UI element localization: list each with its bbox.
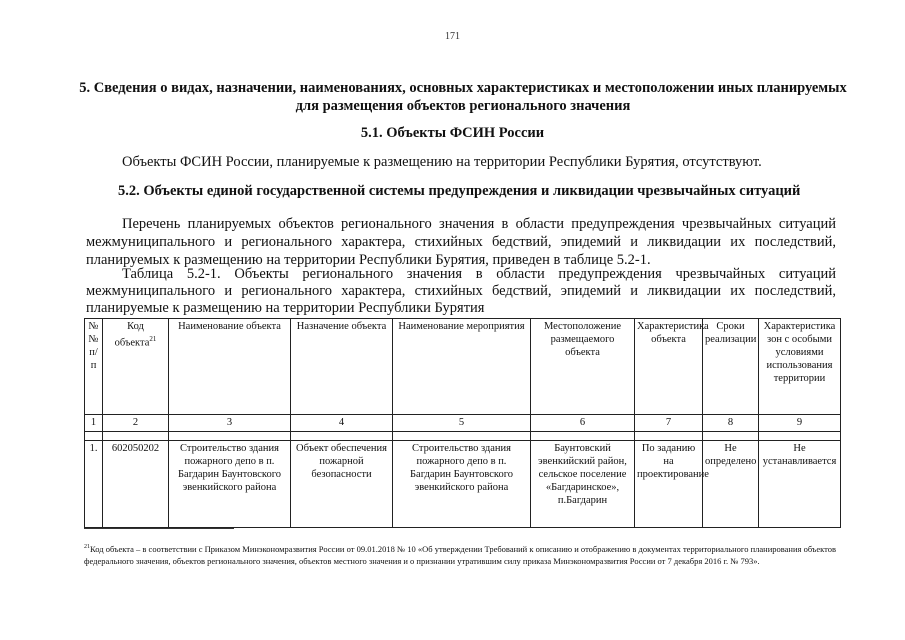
column-number: 6 bbox=[531, 415, 635, 432]
cell-location: Баунтовский эвенкийский район, сельское поселение «Багдаринское», п.Багдарин bbox=[531, 441, 635, 528]
objects-table bbox=[84, 318, 841, 528]
section-5-title: 5. Сведения о видах, назначении, наименованиях, основных характеристиках и местоположении иных планируемых для размещения объектов регионального значения bbox=[79, 80, 847, 114]
section-5-2-title: 5.2. Объекты единой государственной системы предупреждения и ликвидации чрезвычайных ситуаций bbox=[118, 183, 801, 199]
table-row bbox=[85, 441, 841, 528]
header-characteristic: Характеристика объекта bbox=[635, 319, 703, 415]
table-column-numbers-row bbox=[85, 415, 841, 432]
page-number: 171 bbox=[445, 31, 460, 42]
column-number: 1 bbox=[85, 415, 103, 432]
footnote-marker: 21 bbox=[84, 544, 90, 550]
cell-purpose: Объект обеспечения пожарной безопасности bbox=[291, 441, 393, 528]
header-terms: Сроки реализации bbox=[703, 319, 759, 415]
column-number: 2 bbox=[103, 415, 169, 432]
header-zones: Характеристика зон с особыми условиями использования территории bbox=[759, 319, 841, 415]
table-header-row bbox=[85, 319, 841, 415]
cell-no: 1. bbox=[85, 441, 103, 528]
cell-terms: Не определено bbox=[703, 441, 759, 528]
header-purpose: Назначение объекта bbox=[291, 319, 393, 415]
cell-zones: Не устанавливается bbox=[759, 441, 841, 528]
column-number: 8 bbox=[703, 415, 759, 432]
column-number: 9 bbox=[759, 415, 841, 432]
footnote bbox=[84, 541, 836, 567]
header-location: Местоположение размещаемого объекта bbox=[531, 319, 635, 415]
column-number: 7 bbox=[635, 415, 703, 432]
header-name: Наименование объекта bbox=[169, 319, 291, 415]
cell-characteristic: По заданию на проектирование bbox=[635, 441, 703, 528]
section-5-2-text: Перечень планируемых объектов регионального значения в области предупреждения чрезвычайных ситуаций межмуниципального и регионального характера, стихийных бедствий, эпидемий и ликвидации их последствий, планируемых к размещению на территории Республики Бурятия, приведен в таблице 5.2-1. bbox=[86, 216, 836, 268]
header-code bbox=[103, 319, 169, 415]
header-code-footnote-ref: 21 bbox=[149, 335, 157, 343]
header-no: № № п/п bbox=[85, 319, 103, 415]
table-caption: Таблица 5.2-1. Объекты регионального значения в области предупреждения чрезвычайных ситуаций межмуниципального и регионального характера, стихийных бедствий, эпидемий и ликвидации их последствий, планируемые к размещению на территории Республики Бурятия bbox=[86, 266, 836, 316]
cell-code: 602050202 bbox=[103, 441, 169, 528]
column-number: 4 bbox=[291, 415, 393, 432]
header-code-label: Код объекта bbox=[114, 321, 150, 349]
cell-name: Строительство здания пожарного депо в п. Багдарин Баунтовского эвенкийского района bbox=[169, 441, 291, 528]
header-measure: Наименование мероприятия bbox=[393, 319, 531, 415]
footnote-text: Код объекта – в соответствии с Приказом Минэкономразвития России от 09.01.2018 № 10 «Об утверждении Требований к описанию и отображению в документах территориального планирования объектов федерального значения, объектов регионального значения, объектов местного значения и о признании утратившим силу приказа Минэкономразвития России от 7 декабря 2016 г. № 793». bbox=[84, 543, 836, 566]
cell-measure: Строительство здания пожарного депо в п. Багдарин Баунтовского эвенкийского района bbox=[393, 441, 531, 528]
section-5-1-text: Объекты ФСИН России, планируемые к размещению на территории Республики Бурятия, отсутствуют. bbox=[122, 154, 762, 170]
column-number: 5 bbox=[393, 415, 531, 432]
footnote-separator bbox=[84, 528, 234, 529]
table-spacer-row bbox=[85, 432, 841, 441]
column-number: 3 bbox=[169, 415, 291, 432]
section-5-1-title: 5.1. Объекты ФСИН России bbox=[360, 125, 545, 141]
